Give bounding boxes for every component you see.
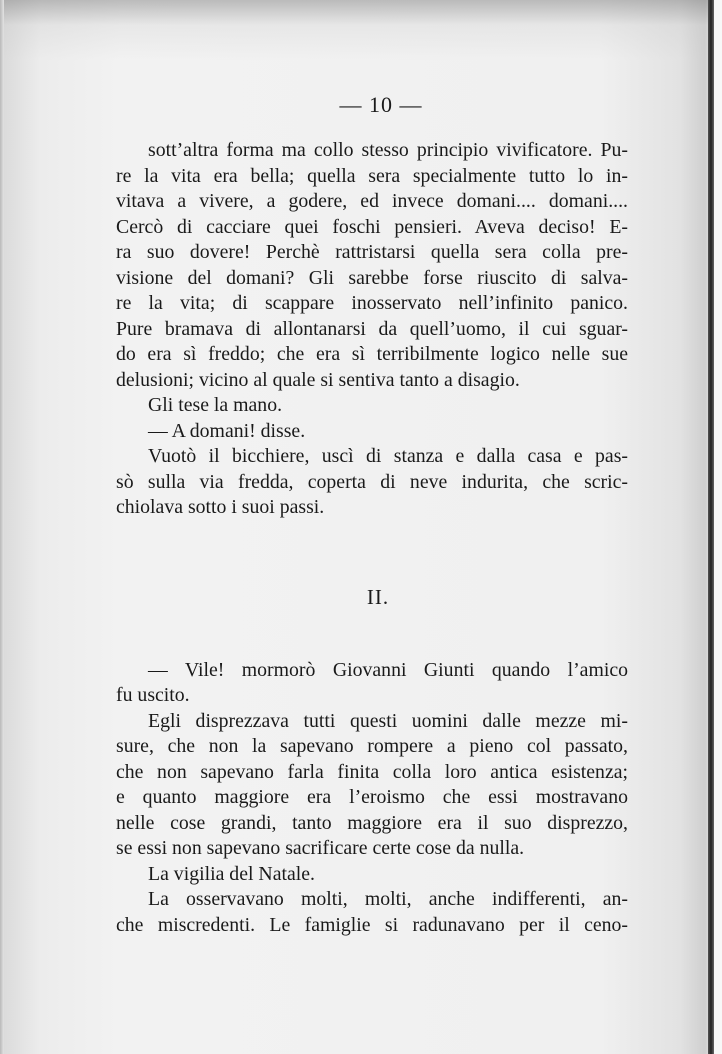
text-line: che non sapevano farla finita colla loro antica esistenza; — [116, 760, 628, 783]
text-line: sott’altra forma ma collo stesso principio vivificatore. Pu- — [148, 139, 628, 161]
text-line: La vigilia del Natale. — [148, 862, 315, 885]
page-number: — 10 — — [339, 92, 423, 117]
book-page — [116, 92, 628, 938]
text-line: nelle cose grandi, tanto maggiore era il suo disprezzo, — [116, 811, 628, 834]
paragraph — [116, 419, 628, 445]
text-line: che miscredenti. Le famiglie si radunavano per il ceno- — [116, 913, 628, 936]
page-top-shadow — [0, 0, 722, 60]
text-line: re la vita; di scappare inosservato nell’infinito panico. — [116, 292, 628, 314]
text-block-after-heading — [116, 658, 628, 939]
text-line: chiolava sotto i suoi passi. — [116, 496, 325, 518]
text-line: sure, che non la sapevano rompere a pieno col passato, — [116, 735, 628, 757]
text-block-before-heading — [116, 138, 628, 521]
paragraph — [116, 887, 628, 938]
text-line: — A domani! disse. — [148, 419, 306, 442]
section-heading: II. — [366, 584, 390, 609]
paragraph — [116, 658, 628, 709]
text-line: do era sì freddo; che era sì terribilmente logico nelle sue — [116, 343, 628, 365]
text-line: visione del domani? Gli sarebbe forse riuscito di salva- — [116, 266, 628, 289]
text-line: e quanto maggiore era l’eroismo che essi mostravano — [116, 786, 628, 808]
text-line: re la vita era bella; quella sera specialmente tutto lo in- — [116, 164, 628, 187]
text-line: se essi non sapevano sacrificare certe cose da nulla. — [116, 837, 525, 859]
text-line: Cercò di cacciare quei foschi pensieri. Aveva deciso! E- — [116, 215, 628, 238]
text-line: Egli disprezzava tutti questi uomini dalle mezze mi- — [148, 709, 628, 732]
text-line: Vuotò il bicchiere, uscì di stanza e dalla casa e pas- — [148, 445, 628, 467]
text-line: sò sulla via fredda, coperta di neve indurita, che scric- — [116, 470, 628, 493]
paragraph — [116, 393, 628, 419]
text-line: Pure bramava di allontanarsi da quell’uomo, il cui sguar- — [116, 317, 628, 340]
text-line: La osservavano molti, molti, anche indifferenti, an- — [148, 888, 628, 910]
text-line: fu uscito. — [116, 684, 190, 706]
page-left-edge — [0, 0, 4, 1054]
paragraph — [116, 862, 628, 888]
text-line: — Vile! mormorò Giovanni Giunti quando l’amico — [148, 658, 628, 681]
paragraph — [116, 444, 628, 521]
text-line: vitava a vivere, a godere, ed invece domani.... domani.... — [116, 190, 628, 212]
text-line: Gli tese la mano. — [148, 394, 283, 416]
paragraph — [116, 138, 628, 393]
paragraph — [116, 709, 628, 862]
text-line: delusioni; vicino al quale si sentiva tanto a disagio. — [116, 368, 520, 391]
text-line: ra suo dovere! Perchè rattristarsi quella sera colla pre- — [116, 241, 628, 263]
page-right-margin — [714, 0, 722, 1054]
